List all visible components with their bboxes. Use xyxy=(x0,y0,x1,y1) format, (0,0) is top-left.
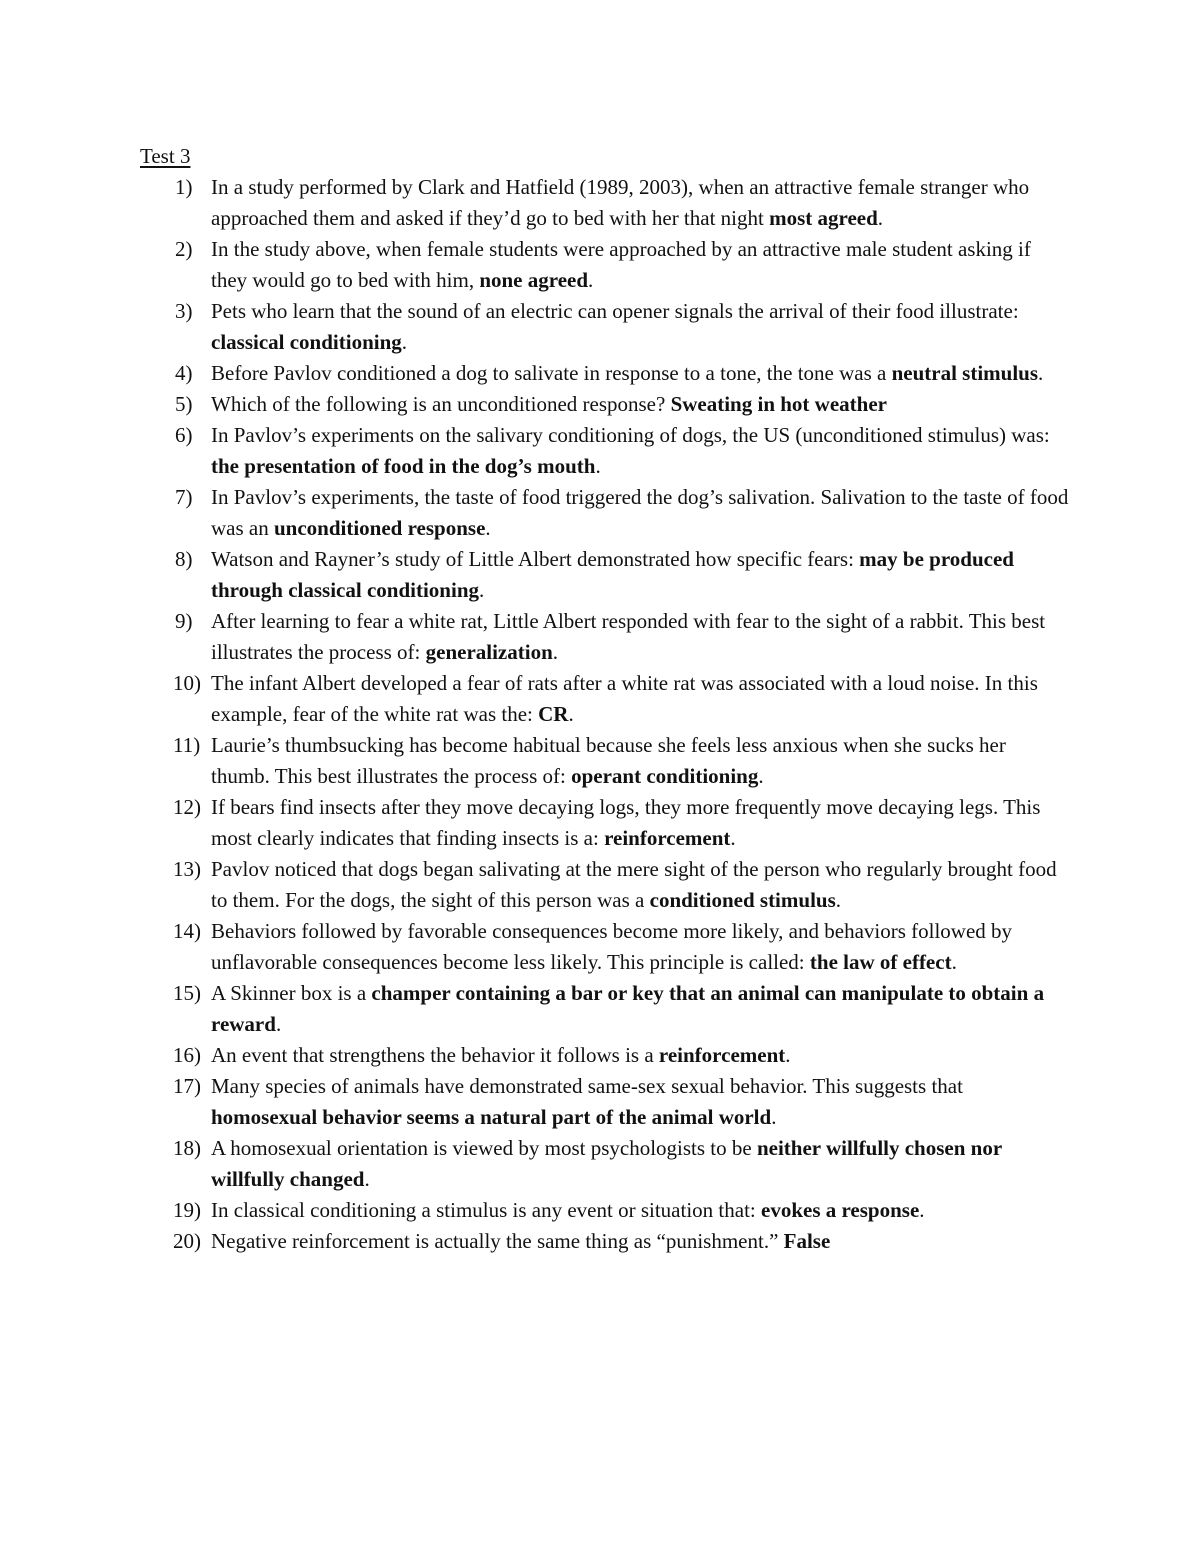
question-answer: the law of effect xyxy=(809,950,952,974)
question-end-punctuation: . xyxy=(568,702,574,726)
question-text: Pets who learn that the sound of an electric can opener signals the arrival of their food illustrate: xyxy=(211,299,1019,323)
question-number: 4) xyxy=(175,361,193,385)
question-end-punctuation: . xyxy=(364,1167,370,1191)
question-text: Watson and Rayner’s study of Little Albert demonstrated how specific fears: xyxy=(211,547,860,571)
question-text: Many species of animals have demonstrated same-sex sexual behavior. This suggests that xyxy=(211,1074,963,1098)
question-item xyxy=(140,1195,1070,1226)
question-item xyxy=(140,389,1070,420)
question-number: 5) xyxy=(175,392,193,416)
question-end-punctuation: . xyxy=(1038,361,1044,385)
question-answer: reinforcement xyxy=(658,1043,786,1067)
question-list xyxy=(140,172,1070,1257)
question-end-punctuation: . xyxy=(595,454,601,478)
question-number: 13) xyxy=(173,857,201,881)
question-text: Laurie’s thumbsucking has become habitual because she feels less anxious when she sucks her thumb. This best illustrates the process of: xyxy=(211,733,1006,788)
question-item xyxy=(140,1040,1070,1071)
question-text: A Skinner box is a xyxy=(211,981,372,1005)
question-text: In a study performed by Clark and Hatfield (1989, 2003), when an attractive female stranger who approached them and asked if they’d go to bed with her that night xyxy=(211,175,1030,230)
question-answer: neither willfully chosen nor willfully changed xyxy=(211,1136,1002,1191)
question-answer: evokes a response xyxy=(761,1198,920,1222)
question-answer: the presentation of food in the dog’s mouth xyxy=(211,454,596,478)
question-item xyxy=(140,854,1070,916)
question-number: 2) xyxy=(175,237,193,261)
question-item xyxy=(140,296,1070,358)
question-number: 16) xyxy=(173,1043,201,1067)
question-answer: most agreed xyxy=(769,206,878,230)
question-answer: Sweating in hot weather xyxy=(670,392,887,416)
question-number: 3) xyxy=(175,299,193,323)
question-end-punctuation: . xyxy=(588,268,594,292)
question-answer: reinforcement xyxy=(604,826,731,850)
question-text: An event that strengthens the behavior it follows is a xyxy=(211,1043,659,1067)
question-text: After learning to fear a white rat, Little Albert responded with fear to the sight of a rabbit. This best illustrates the process of: xyxy=(211,609,1046,664)
question-answer: operant conditioning xyxy=(571,764,759,788)
question-number: 7) xyxy=(175,485,193,509)
question-text: The infant Albert developed a fear of rats after a white rat was associated with a loud noise. In this example, fear of the white rat was the: xyxy=(211,671,1038,726)
question-number: 9) xyxy=(175,609,193,633)
question-number: 10) xyxy=(173,671,201,695)
question-item xyxy=(140,1133,1070,1195)
question-number: 1) xyxy=(175,175,193,199)
question-number: 11) xyxy=(173,733,201,757)
question-answer: classical conditioning xyxy=(211,330,402,354)
question-end-punctuation: . xyxy=(771,1105,777,1129)
question-number: 17) xyxy=(173,1074,201,1098)
question-answer: CR xyxy=(538,702,569,726)
question-item xyxy=(140,606,1070,668)
question-answer: champer containing a bar or key that an animal can manipulate to obtain a reward xyxy=(211,981,1045,1036)
question-end-punctuation: . xyxy=(730,826,736,850)
question-item xyxy=(140,1226,1070,1257)
question-number: 19) xyxy=(173,1198,201,1222)
question-answer: conditioned stimulus xyxy=(649,888,836,912)
question-item xyxy=(140,482,1070,544)
question-item xyxy=(140,172,1070,234)
question-answer: generalization xyxy=(425,640,553,664)
question-end-punctuation: . xyxy=(785,1043,791,1067)
question-number: 20) xyxy=(173,1229,201,1253)
question-text: Negative reinforcement is actually the same thing as “punishment.” xyxy=(211,1229,784,1253)
question-answer: may be produced through classical conditioning xyxy=(211,547,1014,602)
question-item xyxy=(140,358,1070,389)
question-end-punctuation: . xyxy=(758,764,764,788)
question-item xyxy=(140,730,1070,792)
question-text: In the study above, when female students were approached by an attractive male student asking if they would go to bed with him, xyxy=(211,237,1031,292)
question-item xyxy=(140,420,1070,482)
question-end-punctuation: . xyxy=(835,888,842,912)
question-text: Which of the following is an unconditioned response? xyxy=(211,392,671,416)
question-text: A homosexual orientation is viewed by most psychologists to be xyxy=(211,1136,757,1160)
question-end-punctuation: . xyxy=(485,516,491,540)
question-item xyxy=(140,916,1070,978)
question-item xyxy=(140,1071,1070,1133)
question-end-punctuation: . xyxy=(951,950,957,974)
question-text: In Pavlov’s experiments, the taste of food triggered the dog’s salivation. Salivation to the taste of food was an xyxy=(211,485,1069,540)
question-number: 15) xyxy=(173,981,201,1005)
question-text: In classical conditioning a stimulus is any event or situation that: xyxy=(211,1198,761,1222)
question-number: 14) xyxy=(173,919,201,943)
question-text: Behaviors followed by favorable consequences become more likely, and behaviors followed by unflavorable consequences become less likely. This principle is called: xyxy=(211,919,1013,974)
question-text: Before Pavlov conditioned a dog to salivate in response to a tone, the tone was a xyxy=(211,361,892,385)
question-item xyxy=(140,234,1070,296)
question-answer: unconditioned response xyxy=(273,516,486,540)
question-item xyxy=(140,978,1070,1040)
question-item xyxy=(140,544,1070,606)
question-answer: neutral stimulus xyxy=(891,361,1039,385)
question-answer: none agreed xyxy=(479,268,589,292)
question-end-punctuation: . xyxy=(877,206,884,230)
document-title: Test 3 xyxy=(140,144,191,168)
question-item xyxy=(140,792,1070,854)
question-end-punctuation: . xyxy=(275,1012,282,1036)
question-number: 8) xyxy=(175,547,193,571)
question-text: Pavlov noticed that dogs began salivating at the mere sight of the person who regularly brought food to them. For the dogs, the sight of this person was a xyxy=(211,857,1057,912)
question-number: 12) xyxy=(173,795,201,819)
question-answer: homosexual behavior seems a natural part of the animal world xyxy=(211,1105,772,1129)
question-end-punctuation: . xyxy=(401,330,408,354)
question-number: 6) xyxy=(175,423,193,447)
question-end-punctuation: . xyxy=(479,578,485,602)
question-end-punctuation: . xyxy=(919,1198,925,1222)
question-item xyxy=(140,668,1070,730)
question-answer: False xyxy=(783,1229,831,1253)
question-text: In Pavlov’s experiments on the salivary conditioning of dogs, the US (unconditioned stimulus) was: xyxy=(211,423,1050,447)
question-end-punctuation: . xyxy=(552,640,559,664)
question-text: If bears find insects after they move decaying logs, they more frequently move decaying legs. This most clearly indicates that finding insects is a: xyxy=(211,795,1041,850)
question-number: 18) xyxy=(173,1136,201,1160)
